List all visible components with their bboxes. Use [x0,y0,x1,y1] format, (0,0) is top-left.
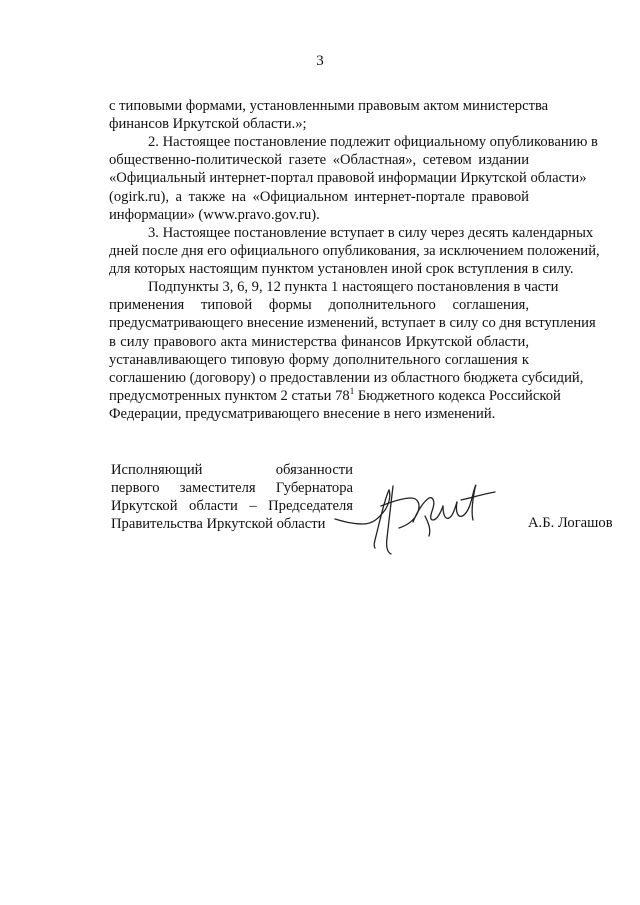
text-line: предусматривающего внесение изменений, вступает в силу со дня вступления [109,315,596,332]
paragraph-1 [109,97,549,133]
signatory-title [111,461,353,533]
text-line: (ogirk.ru), а также на «Официальном интернет-портале правовой [109,188,529,205]
paragraph-2 [109,133,598,224]
text-line: 2. Настоящее постановление подлежит официальному опубликованию в [148,134,598,150]
signatory-title-line: Иркутской области – Председателя [111,498,353,514]
text-line: 3. Настоящее постановление вступает в силу через десять календарных [148,225,594,241]
text-line: информации» (www.pravo.gov.ru). [109,206,320,223]
paragraph-3 [109,224,600,279]
signatory-name: А.Б. Логашов [528,515,613,531]
text-line-with-superscript [109,386,561,405]
text-line: общественно-политической газете «Областная», сетевом издании [109,152,529,169]
text-line: в силу правового акта министерства финансов Иркутской области, [109,333,529,350]
text-fragment: предусмотренных пунктом 2 статьи 78 [109,388,350,405]
text-fragment: Бюджетного кодекса Российской [354,388,561,405]
signatory-title-line: Правительства Иркутской области [111,516,326,532]
text-line: с типовыми формами, установленными правовым актом министерства [109,98,549,114]
text-line: «Официальный интернет-портал правовой информации Иркутской области» [109,170,587,187]
text-line: Федерации, предусматривающего внесение в него изменений. [109,406,496,423]
superscript: 1 [349,386,355,397]
text-line: дней после дня его официального опубликования, за исключением положений, [109,243,600,260]
page-number: 3 [316,53,324,69]
text-line: для которых настоящим пунктом установлен иной срок вступления в силу. [109,261,574,278]
text-line: применения типовой формы дополнительного соглашения, [109,297,529,314]
paragraph-4 [109,278,596,424]
text-line: соглашению (договору) о предоставлении из областного бюджета субсидий, [109,370,584,387]
signatory-title-line: Исполняющий обязанности [111,462,353,478]
text-line: Подпункты 3, 6, 9, 12 пункта 1 настоящего постановления в части [148,279,559,295]
text-line: финансов Иркутской области.»; [109,116,307,133]
handwritten-signature [333,472,498,562]
signatory-title-line: первого заместителя Губернатора [111,480,353,496]
text-line: устанавливающего типовую форму дополнительного соглашения к [109,351,529,368]
